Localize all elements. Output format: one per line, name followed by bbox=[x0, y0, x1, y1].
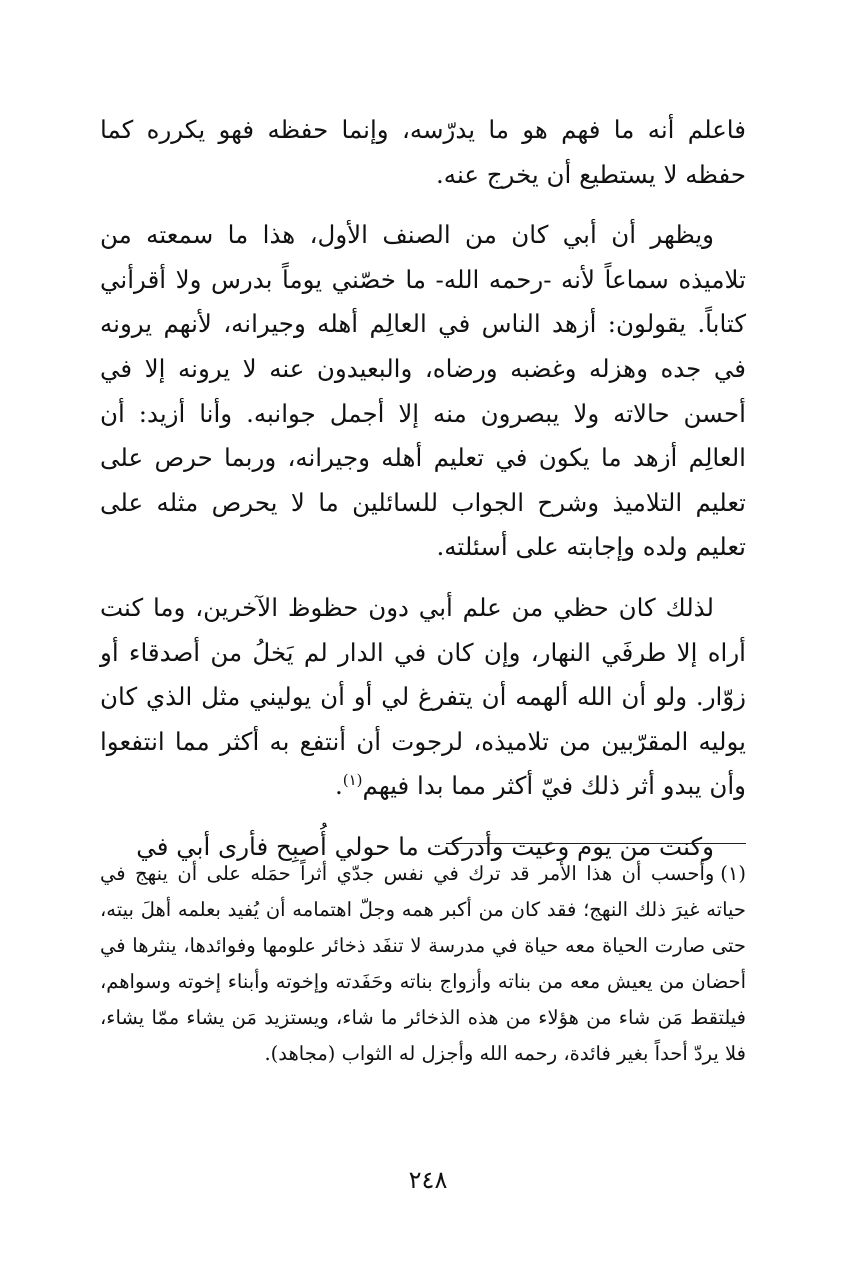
main-text bbox=[100, 108, 746, 886]
paragraph-2: ويظهر أن أبي كان من الصنف الأول، هذا ما سمعته من تلاميذه سماعاً لأنه -رحمه الله- ما خصّني يوماً بدرس ولا أقرأني كتاباً. يقولون: أزهد الناس في العالِم أهله وجيرانه، لأنهم يرونه في جده وهزله وغضبه ورضاه، والبعيدون عنه لا يرونه إلا في أحسن حالاته ولا يبصرون منه إلا أجمل جوانبه. وأنا أزيد: أن العالِم أزهد ما يكون في تعليم أهله وجيرانه، وربما حرص على تعليم التلاميذ وشرح الجواب للسائلين ما لا يحرص مثله على تعليم ولده وإجابته على أسئلته. bbox=[100, 220, 746, 562]
footnote-number: (١) bbox=[720, 862, 746, 885]
footnote-reference[interactable]: (١) bbox=[342, 771, 363, 790]
paragraph-3-end: . bbox=[334, 771, 343, 801]
page-number: ٢٤٨ bbox=[408, 1166, 448, 1194]
footnote-separator bbox=[446, 843, 746, 844]
footnote bbox=[100, 856, 746, 1072]
paragraph-4: وكنت من يوم وعيت وأدركت ما حولي أُصبِح فأرى أبي في bbox=[136, 831, 714, 861]
paragraph-3 bbox=[100, 586, 746, 809]
footnote-text: وأحسب أن هذا الأمر قد ترك في نفس جدّي أثراً حمَله على أن ينهج في حياته غيرَ ذلك النهج؛ فقد كان من أكبر همه وجلّ اهتمامه أن يُفيد بعلمه أهلَ بيته، حتى صارت الحياة معه حياة في مدرسة لا تنفَد ذخائر علومها وفوائدها، ينثرها في أحضان من يعيش معه من بناته وأزواج بناته وحَفَدته وإخوته وأبناء إخوته وسواهم، فيلتقط مَن شاء من هؤلاء من هذه الذخائر ما شاء، ويستزيد مَن يشاء ممّا يشاء، فلا يردّ أحداً بغير فائدة، رحمه الله وأجزل له الثواب (مجاهد). bbox=[100, 862, 746, 1065]
paragraph-1: فاعلم أنه ما فهم هو ما يدرّسه، وإنما حفظه فهو يكرره كما حفظه لا يستطيع أن يخرج عنه. bbox=[100, 115, 746, 189]
paragraph-3-text: لذلك كان حظي من علم أبي دون حظوظ الآخرين، وما كنت أراه إلا طرفَي النهار، وإن كان في الدار لم يَخلُ من أصدقاء أو زوّار. ولو أن الله ألهمه أن يتفرغ لي أو أن يوليني مثل الذي كان يوليه المقرّبين من تلاميذه، لرجوت أن أنتفع به أكثر مما انتفعوا وأن يبدو أثر ذلك فيّ أكثر مما بدا فيهم bbox=[100, 592, 746, 801]
